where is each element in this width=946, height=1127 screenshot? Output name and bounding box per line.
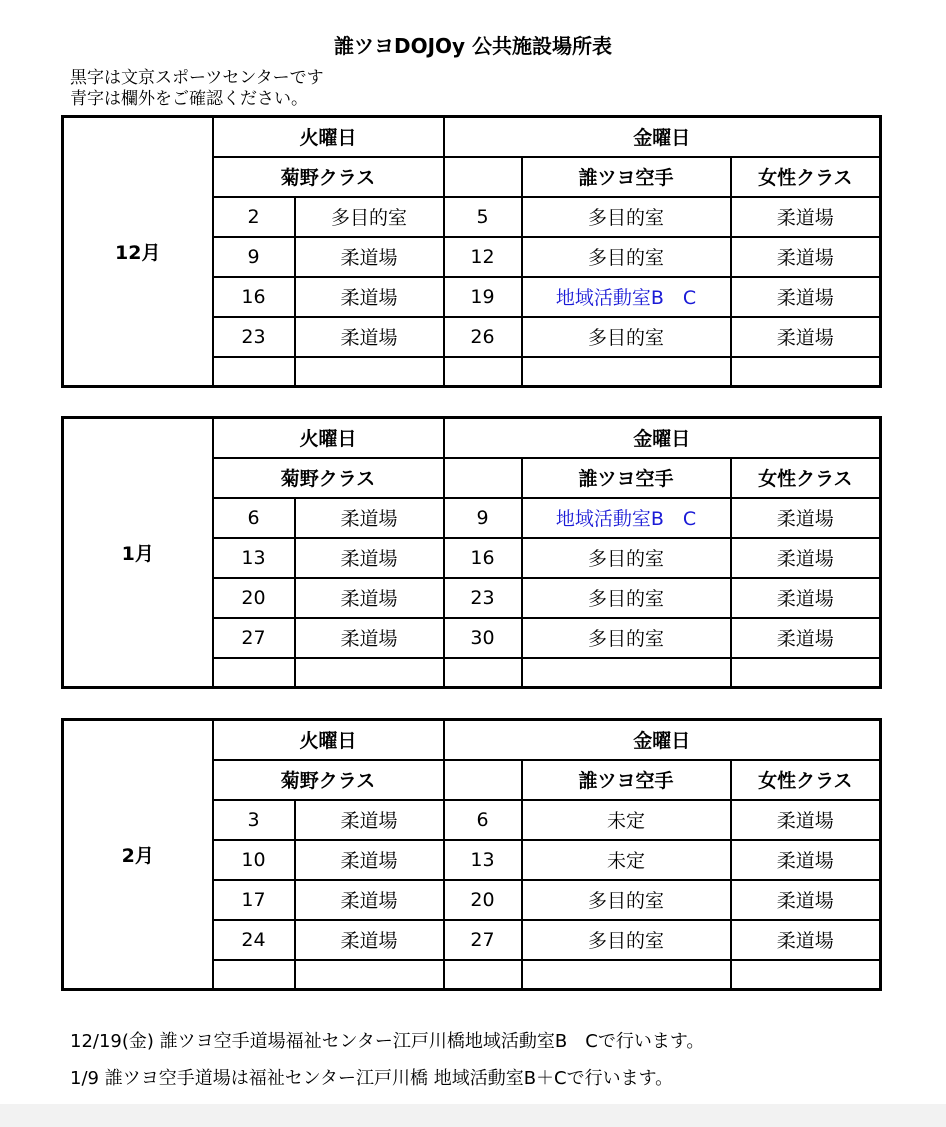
women-room: 柔道場 [731, 578, 881, 618]
blank-cell [295, 357, 444, 387]
women-class-header: 女性クラス [731, 458, 881, 498]
friday-room: 多目的室 [522, 578, 731, 618]
friday-room: 未定 [522, 800, 731, 840]
blank-cell [444, 658, 522, 688]
month-table [61, 416, 882, 689]
blank-cell [295, 658, 444, 688]
page-bottom-bar [0, 1104, 946, 1127]
tuesday-room: 柔道場 [295, 237, 444, 277]
tuesday-room: 柔道場 [295, 880, 444, 920]
tuesday-date: 23 [213, 317, 295, 357]
friday-date: 13 [444, 840, 522, 880]
footnote-dec: 12/19(金) 誰ツヨ空手道場福祉センター江戸川橋地域活動室B Cで行います。 [70, 1031, 705, 1052]
friday-date: 30 [444, 618, 522, 658]
tuesday-room: 柔道場 [295, 538, 444, 578]
friday-room: 未定 [522, 840, 731, 880]
tuesday-date: 13 [213, 538, 295, 578]
blank-cell [295, 960, 444, 990]
women-room: 柔道場 [731, 800, 881, 840]
blank-cell [731, 960, 881, 990]
friday-header: 金曜日 [444, 117, 881, 157]
tuesday-room: 柔道場 [295, 618, 444, 658]
women-room: 柔道場 [731, 840, 881, 880]
friday-date: 20 [444, 880, 522, 920]
note-black-text: 黒字は文京スポーツセンターです [70, 68, 324, 88]
tuesday-header: 火曜日 [213, 720, 444, 760]
blank-cell [522, 960, 731, 990]
tuesday-date: 10 [213, 840, 295, 880]
blank-cell [522, 357, 731, 387]
tuesday-date: 20 [213, 578, 295, 618]
blank-cell [522, 658, 731, 688]
friday-date: 27 [444, 920, 522, 960]
kikuno-class-header: 菊野クラス [213, 760, 444, 800]
dare-karate-header: 誰ツヨ空手 [522, 458, 731, 498]
tuesday-date: 2 [213, 197, 295, 237]
tuesday-date: 3 [213, 800, 295, 840]
tuesday-room: 柔道場 [295, 317, 444, 357]
tuesday-header: 火曜日 [213, 117, 444, 157]
page-title: 誰ツヨDOJOy 公共施設場所表 [333, 34, 613, 58]
month-label: 1月 [63, 418, 213, 688]
women-room: 柔道場 [731, 538, 881, 578]
footnote-jan: 1/9 誰ツヨ空手道場は福祉センター江戸川橋 地域活動室B＋Cで行います。 [70, 1068, 674, 1089]
friday-room: 地域活動室B C [522, 277, 731, 317]
friday-date: 9 [444, 498, 522, 538]
tuesday-room: 柔道場 [295, 277, 444, 317]
header-row-days [63, 720, 881, 760]
friday-blank-header [444, 157, 522, 197]
women-class-header: 女性クラス [731, 760, 881, 800]
tuesday-room: 柔道場 [295, 578, 444, 618]
friday-room: 多目的室 [522, 197, 731, 237]
friday-date: 19 [444, 277, 522, 317]
women-room: 柔道場 [731, 317, 881, 357]
friday-room: 多目的室 [522, 538, 731, 578]
tuesday-header: 火曜日 [213, 418, 444, 458]
tuesday-room: 柔道場 [295, 498, 444, 538]
kikuno-class-header: 菊野クラス [213, 458, 444, 498]
women-room: 柔道場 [731, 197, 881, 237]
blank-cell [213, 658, 295, 688]
friday-date: 23 [444, 578, 522, 618]
tuesday-date: 27 [213, 618, 295, 658]
header-row-days [63, 117, 881, 157]
blank-cell [731, 357, 881, 387]
friday-date: 12 [444, 237, 522, 277]
blank-cell [731, 658, 881, 688]
women-class-header: 女性クラス [731, 157, 881, 197]
month-table [61, 115, 882, 388]
friday-header: 金曜日 [444, 720, 881, 760]
friday-date: 16 [444, 538, 522, 578]
dare-karate-header: 誰ツヨ空手 [522, 760, 731, 800]
friday-date: 6 [444, 800, 522, 840]
women-room: 柔道場 [731, 920, 881, 960]
tuesday-date: 9 [213, 237, 295, 277]
friday-date: 26 [444, 317, 522, 357]
month-label: 2月 [63, 720, 213, 990]
blank-cell [213, 960, 295, 990]
friday-room: 多目的室 [522, 317, 731, 357]
note-blue-text: 青字は欄外をご確認ください。 [70, 89, 308, 109]
month-label: 12月 [63, 117, 213, 387]
friday-room: 多目的室 [522, 237, 731, 277]
friday-room: 多目的室 [522, 618, 731, 658]
tuesday-date: 24 [213, 920, 295, 960]
blank-cell [444, 960, 522, 990]
friday-blank-header [444, 458, 522, 498]
friday-blank-header [444, 760, 522, 800]
tuesday-room: 柔道場 [295, 920, 444, 960]
friday-room: 地域活動室B C [522, 498, 731, 538]
blank-cell [444, 357, 522, 387]
blank-cell [213, 357, 295, 387]
tuesday-room: 柔道場 [295, 800, 444, 840]
month-table [61, 718, 882, 991]
tuesday-date: 16 [213, 277, 295, 317]
tuesday-room: 柔道場 [295, 840, 444, 880]
women-room: 柔道場 [731, 237, 881, 277]
women-room: 柔道場 [731, 618, 881, 658]
women-room: 柔道場 [731, 277, 881, 317]
tuesday-date: 17 [213, 880, 295, 920]
tuesday-room: 多目的室 [295, 197, 444, 237]
friday-header: 金曜日 [444, 418, 881, 458]
tuesday-date: 6 [213, 498, 295, 538]
kikuno-class-header: 菊野クラス [213, 157, 444, 197]
friday-date: 5 [444, 197, 522, 237]
friday-room: 多目的室 [522, 880, 731, 920]
dare-karate-header: 誰ツヨ空手 [522, 157, 731, 197]
women-room: 柔道場 [731, 880, 881, 920]
women-room: 柔道場 [731, 498, 881, 538]
header-row-days [63, 418, 881, 458]
friday-room: 多目的室 [522, 920, 731, 960]
